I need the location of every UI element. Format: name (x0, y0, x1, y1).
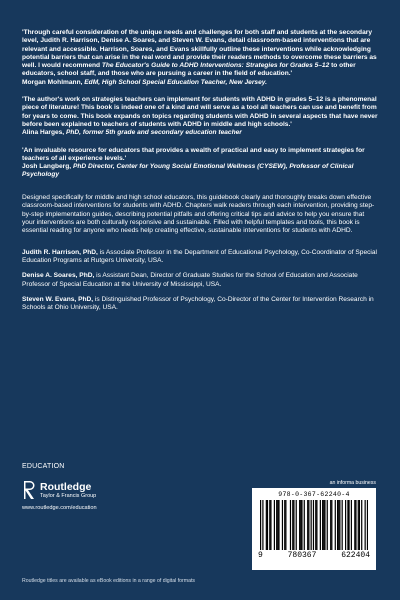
author-bio-2: Denise A. Soares, PhD, is Assistant Dean, Director of Graduate Studies for the School of Education and Associate Professor of Special Education at the University of Mississippi, USA. (22, 272, 358, 288)
isbn-number: 978-0-367-62240-4 (278, 491, 350, 498)
publisher-logo (22, 480, 152, 500)
routledge-r-icon (22, 480, 36, 500)
informa-tagline: an informa business (329, 480, 376, 486)
review-quote-3: 'An invaluable resource for educators that provides a wealth of practical and easy to implement strategies for teachers of all experience levels.' Josh Langberg, PhD Director, Center for Young Social Emotional Wellness (CYSEW), Professor of Clinical Psychology (22, 147, 378, 180)
book-title: The Educator's Guide to ADHD Interventions: Strategies for Grades 5–12 (101, 62, 330, 70)
barcode-graphic (260, 500, 368, 550)
publisher-block (22, 480, 152, 511)
quote-attribution: Alina Harges, PhD, former 5th grade and secondary education teacher (22, 129, 242, 137)
author-bio-3: Steven W. Evans, PhD, is Distinguished Professor of Psychology, Co-Director of the Center for Intervention Research in Schools at Ohio University, USA. (22, 295, 374, 312)
review-quote-2: 'The author's work on strategies teachers can implement for students with ADHD in grades 5–12 is a phenomenal piece of literature! This book is indeed one of a kind and will serve as a tool all teachers can use and benefit from for years to come. This book expands on topics regarding students with ADHD in several aspects that have never before been explained to teachers of students with ADHD in middle and high schools.' Alina Harges, PhD, former 5th grade and secondary education teacher (22, 96, 378, 137)
publisher-name: Routledge (40, 480, 92, 493)
quote-attribution: Josh Langberg, PhD Director, Center for Young Social Emotional Wellness (CYSEW), Professor of Clinical Psychology (22, 163, 354, 179)
quote-attribution: Morgan Mohlmann, EdM, High School Special Education Teacher, New Jersey. (22, 78, 268, 86)
isbn-barcode (252, 488, 376, 570)
publisher-subtitle: Taylor & Francis Group (40, 492, 97, 499)
subject-category: EDUCATION (22, 463, 65, 470)
review-quote-1: 'Through careful consideration of the unique needs and challenges for both staff and students at the secondary level, Judith R. Harrison, Denise A. Soares, and Steven W. Evans, detail classroom-based interventions that are relevant and accessible. Harrison, Soares, and Evans skillfully outline these interventions while acknowledging potential barriers that can arise in the real word and provide their readers methods to overcome these barriers as well. I would recommend The Educator's Guide to ADHD Interventions: Strategies for Grades 5–12 to other educators, school staff, and those who are pursuing a career in the field of education.' Morgan Mohlmann, EdM, High School Special Education Teacher, New Jersey. (22, 29, 377, 86)
barcode-digits: 9 780367 622404 (258, 551, 370, 560)
publisher-url[interactable]: www.routledge.com/education (22, 505, 97, 511)
ebook-note: Routledge titles are available as eBook editions in a range of digital formats (22, 578, 196, 584)
author-bio-1: Judith R. Harrison, PhD, is Associate Professor in the Department of Educational Psychology, Co-Coordinator of Special Education Programs at Rutgers University, USA. (22, 248, 377, 265)
book-description: Designed specifically for middle and high school educators, this guidebook clearly and thoroughly breaks down effective classroom-based interventions for students with ADHD. Chapters walk readers through each intervention, providing step-by-step implementation guides, describing potential pitfalls and offering critical tips and advice to help you ensure that your interventions are both culturally responsive and sustainable. Filled with helpful templates and tools, this book is essential reading for anyone who needs help creating effective, sustainable interventions for students with ADHD. (22, 193, 375, 235)
